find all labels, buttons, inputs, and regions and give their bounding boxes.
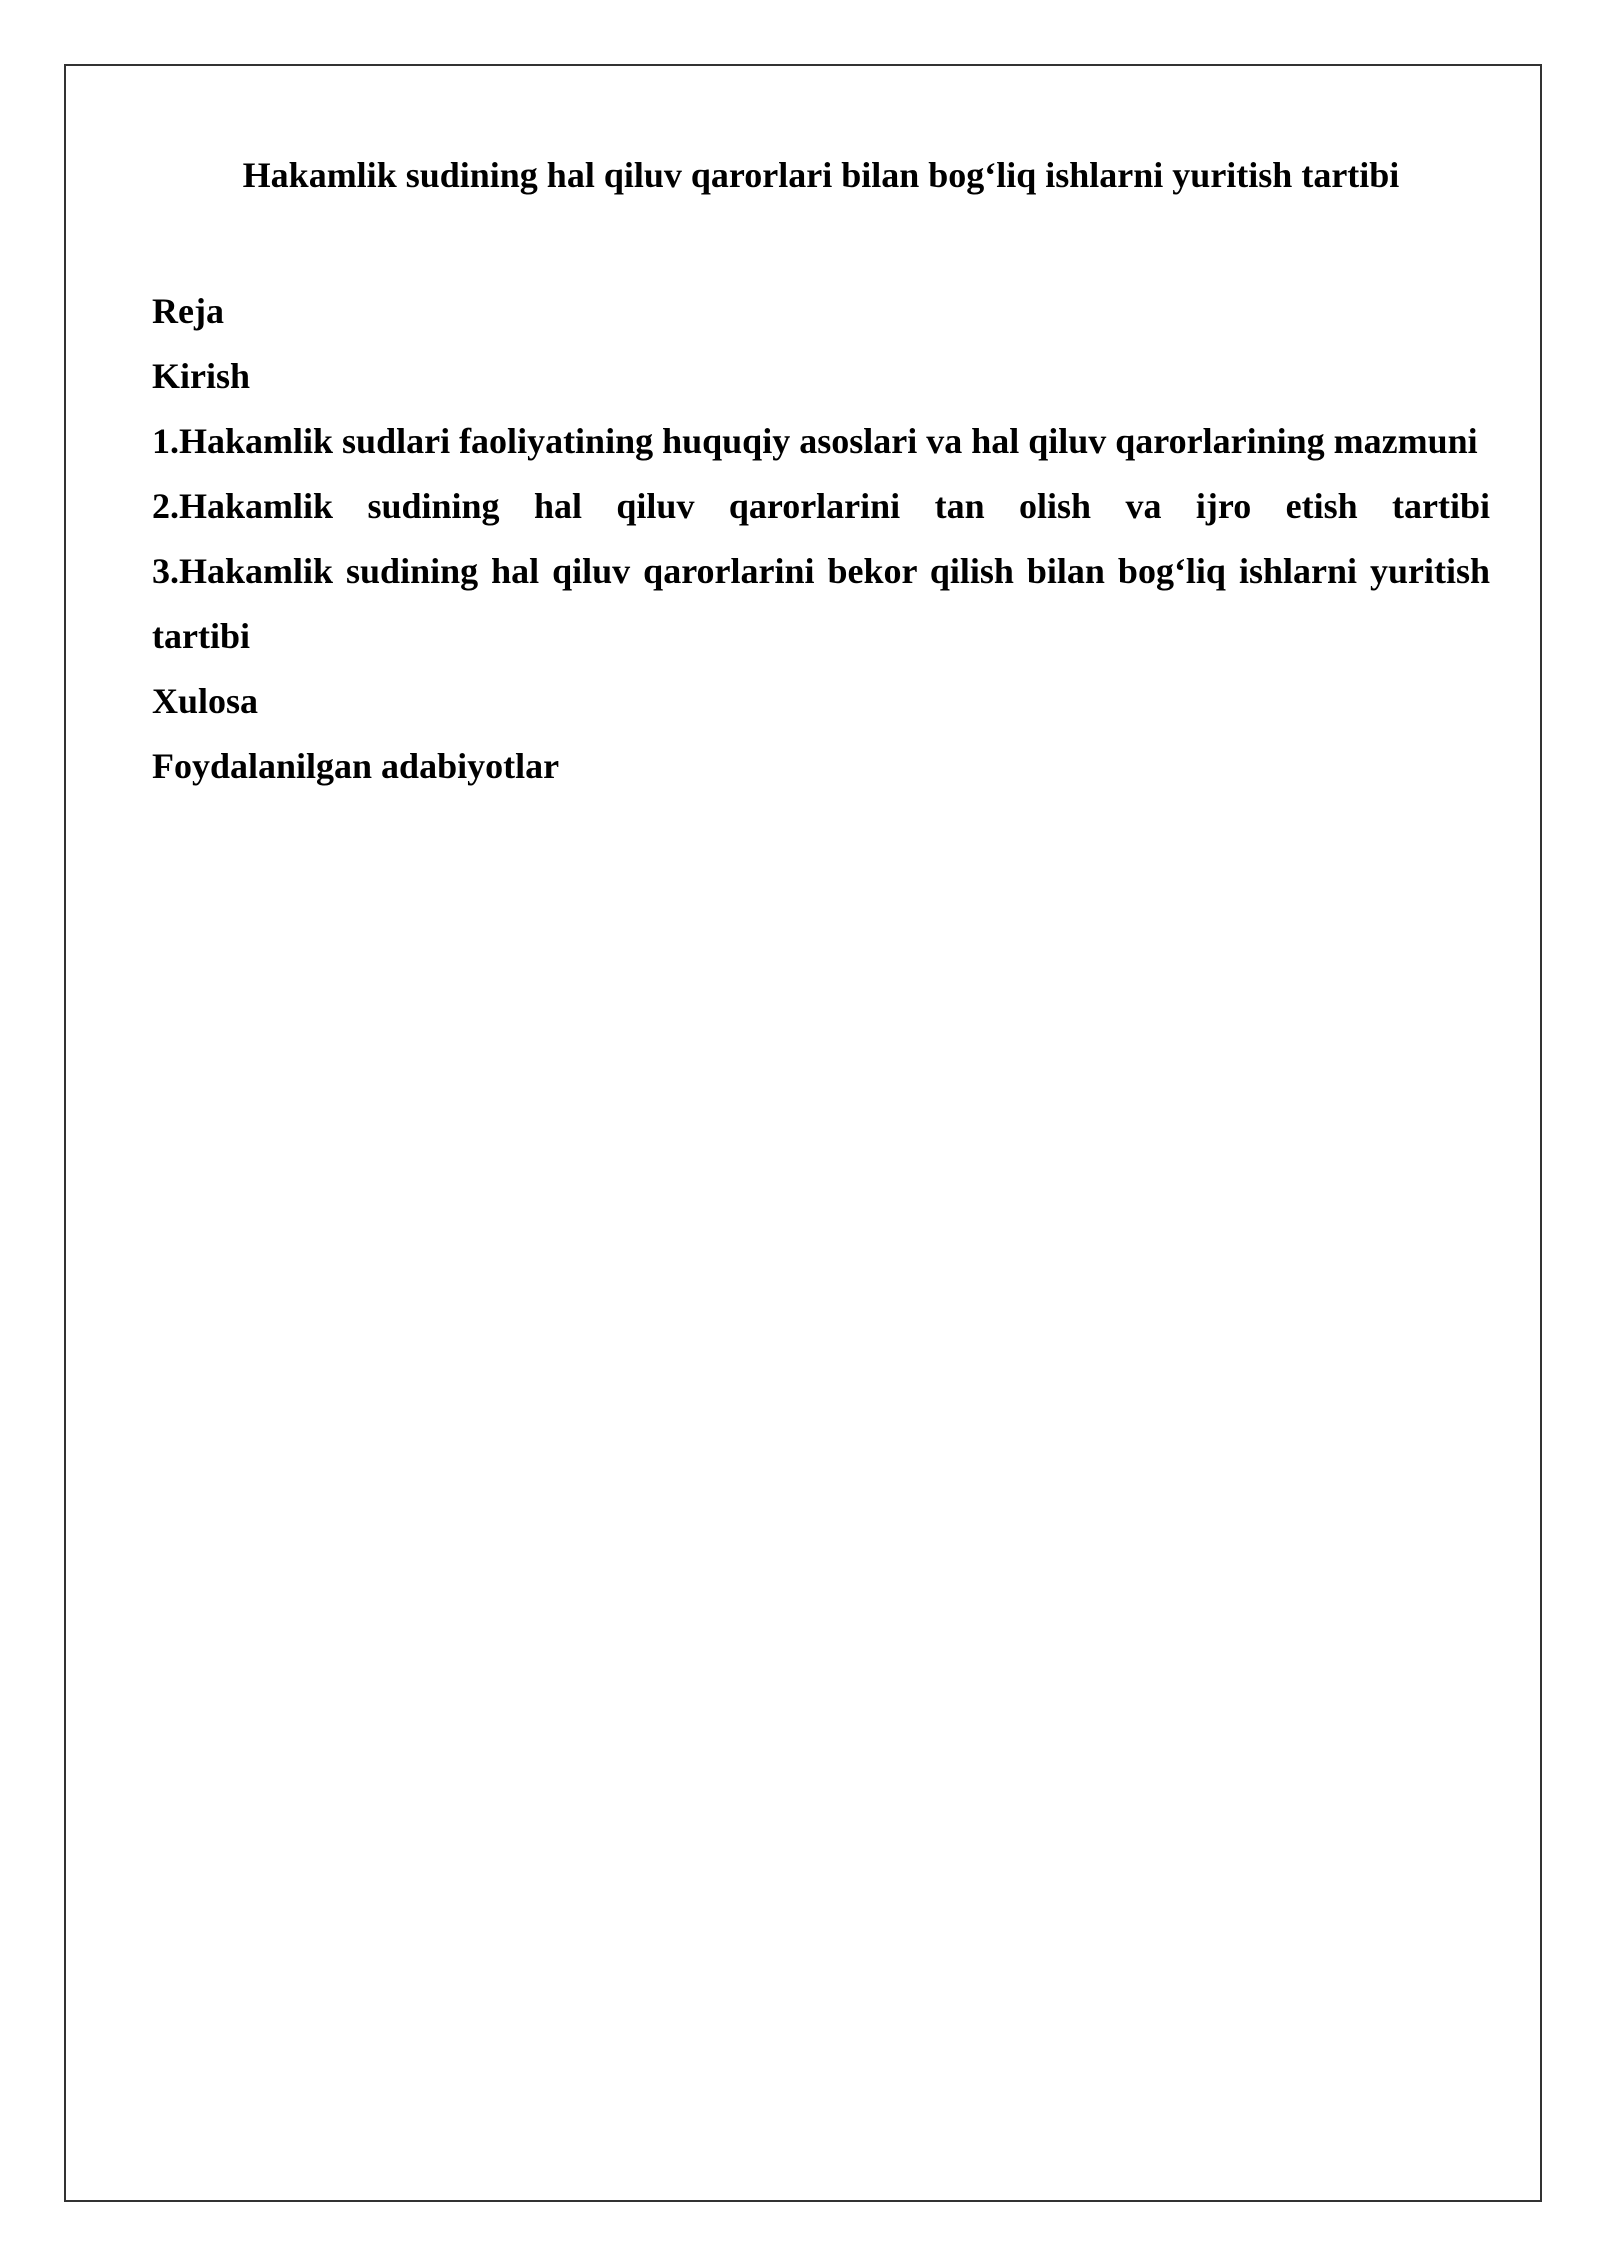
toc-item-conclusion: Xulosa [152,681,259,721]
toc-item-introduction: Kirish [152,356,251,396]
toc-item-section-3: 3.Hakamlik sudining hal qiluv qarorlarini bekor qilish bilan bog‘liq ishlarni yuritish tartibi [152,551,1490,656]
toc-item-section-1: 1.Hakamlik sudlari faoliyatining huquqiy asoslari va hal qiluv qarorlarining mazmuni [152,421,1478,461]
toc-heading: Reja [152,291,224,331]
document-title: Hakamlik sudining hal qiluv qarorlari bilan bog‘liq ishlarni yuritish tartibi [242,155,1400,195]
toc-item-section-2: 2.Hakamlik sudining hal qiluv qarorlarini tan olish va ijro etish tartibi [152,486,1490,526]
toc-item-references: Foydalanilgan adabiyotlar [152,746,560,786]
table-of-contents [152,279,1490,799]
